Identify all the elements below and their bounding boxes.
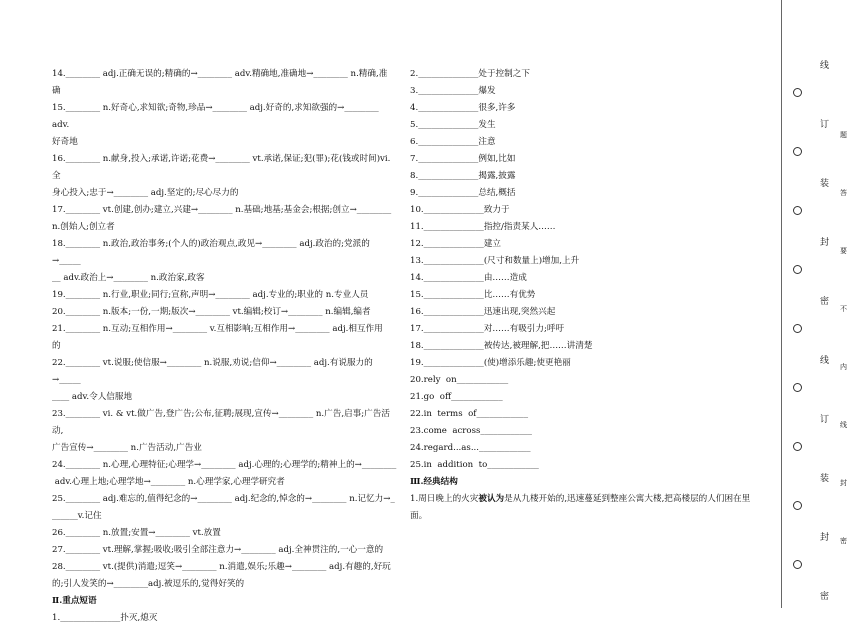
- phrase-line: 2.______________处于控制之下: [410, 69, 530, 79]
- section-heading-structures: Ⅲ.经典结构: [410, 477, 458, 487]
- margin-note-char: 题: [840, 131, 847, 139]
- vocab-line: 25.________ adj.难忘的,值得纪念的→________ adj.纪念的,悼念的→________ n.记忆力→_: [52, 494, 395, 504]
- margin-note-char: 线: [840, 421, 847, 429]
- vocab-line: 20.________ n.版本;一份,一期;版次→________ vt.编辑;校订→________ n.编辑,编者: [52, 307, 371, 317]
- right-column: [410, 66, 770, 525]
- binding-char: 密: [820, 592, 830, 602]
- binding-hole-icon: [793, 147, 802, 156]
- phrase-line: 21.go off____________: [410, 392, 503, 402]
- phrase-line: 12.______________建立: [410, 239, 502, 249]
- binding-line: [781, 0, 782, 608]
- margin-note-char: 内: [840, 363, 847, 371]
- binding-hole-icon: [793, 324, 802, 333]
- binding-margin: [790, 0, 847, 608]
- phrase-line: 5.______________发生: [410, 120, 496, 130]
- vocab-list: [52, 66, 397, 593]
- vocab-line: 18.________ n.政治,政治事务;(个人的)政治观点,政见→________ adj.政治的;党派的→_____: [52, 239, 370, 266]
- phrase-line: 18.______________被传达,被理解,把……讲清楚: [410, 341, 593, 351]
- vocab-line: 14.________ adj.正确无误的;精确的→________ adv.精确地,准确地→________ n.精确,准: [52, 69, 388, 79]
- vocab-line: 16.________ n.献身,投入;承诺,许诺;花费→________ vt.承诺,保证;犯(罪);花(钱或时间)vi.全: [52, 154, 391, 181]
- binding-hole-icon: [793, 501, 802, 510]
- vocab-line: 24.________ n.心理,心理特征;心理学→________ adj.心理的;心理学的;精神上的→________: [52, 460, 397, 470]
- binding-char: 线: [820, 61, 830, 71]
- binding-char: 封: [820, 238, 830, 248]
- phrase-line: 1.______________扑灭,熄灭: [52, 613, 158, 623]
- vocab-line: 23.________ vi. & vt.做广告,登广告;公布,征聘;展现,宣传→________ n.广告,启事;广告活动,: [52, 409, 390, 436]
- vocab-line: 27.________ vt.理解,掌握;吸收;吸引全部注意力→________ adj.全神贯注的,一心一意的: [52, 545, 384, 555]
- phrase-line: 23.come across____________: [410, 426, 532, 436]
- vocab-line: 19.________ n.行业,职业;同行;宣称,声明→________ adj.专业的;职业的 n.专业人员: [52, 290, 369, 300]
- phrase-list-right: [410, 66, 770, 474]
- phrase-line: 7.______________例如,比如: [410, 154, 516, 164]
- phrase-line: 6.______________注意: [410, 137, 496, 147]
- vocab-line: 26.________ n.放置;安置→________ vt.放置: [52, 528, 221, 538]
- binding-hole-icon: [793, 383, 802, 392]
- binding-char: 装: [820, 179, 830, 189]
- binding-char: 封: [820, 533, 830, 543]
- phrase-line: 16.______________迅速出现,突然兴起: [410, 307, 556, 317]
- binding-hole-icon: [793, 88, 802, 97]
- binding-hole-icon: [793, 265, 802, 274]
- binding-hole-icon: [793, 442, 802, 451]
- phrase-line: 14.______________由……造成: [410, 273, 527, 283]
- phrase-line: 11.______________指控/指责某人……: [410, 222, 556, 232]
- margin-note-char: 封: [840, 479, 847, 487]
- phrase-list-left: [52, 610, 397, 627]
- phrase-line: 25.in addition to____________: [410, 460, 539, 470]
- phrase-line: 3.______________爆发: [410, 86, 496, 96]
- binding-char: 密: [820, 297, 830, 307]
- vocab-line: __ adv.政治上→________ n.政治家,政客: [52, 273, 205, 283]
- phrase-line: 8.______________揭露,披露: [410, 171, 516, 181]
- vocab-line: 广告宣传→________ n.广告活动,广告业: [52, 443, 202, 453]
- section-heading-phrases: Ⅱ.重点短语: [52, 596, 97, 606]
- vocab-line: ______v.记住: [52, 511, 102, 521]
- vocab-line: 15.________ n.好奇心,求知欲;奇物,珍品→________ adj.好奇的,求知欲强的→________ adv.: [52, 103, 382, 130]
- phrase-line: 15.______________比……有优势: [410, 290, 536, 300]
- vocab-line: 的;引人发笑的→________adj.被逗乐的,觉得好笑的: [52, 579, 245, 589]
- vocab-line: ____ adv.令人信服地: [52, 392, 133, 402]
- binding-char: 订: [820, 415, 830, 425]
- vocab-line: 17.________ vt.创建,创办;建立,兴建→________ n.基础;地基;基金会;根据;创立→________: [52, 205, 392, 215]
- vocab-line: 28.________ vt.(提供)消遣;逗笑→________ n.消遣,娱乐;乐趣→________ adj.有趣的,好玩: [52, 562, 391, 572]
- vocab-line: n.创始人;创立者: [52, 222, 115, 232]
- vocab-line: 21.________ n.互动;互相作用→________ v.互相影响;互相作用→________ adj.相互作用: [52, 324, 383, 334]
- phrase-line: 20.rely on____________: [410, 375, 509, 385]
- binding-hole-icon: [793, 560, 802, 569]
- margin-note-char: 答: [840, 189, 847, 197]
- structure-sentence: 1.周日晚上的火灾被认为是从九楼开始的,迅速蔓延到整座公寓大楼,把高楼层的人们困在里: [410, 494, 751, 504]
- phrase-line: 10.______________致力于: [410, 205, 510, 215]
- phrase-line: 17.______________对……有吸引力;呼吁: [410, 324, 565, 334]
- phrase-line: 4.______________很多,许多: [410, 103, 516, 113]
- vocab-line: 的: [52, 341, 61, 351]
- left-column: [52, 66, 397, 627]
- phrase-line: 13.______________(尺寸和数量上)增加,上升: [410, 256, 580, 266]
- phrase-line: 9.______________总结,概括: [410, 188, 516, 198]
- vocab-line: 22.________ vt.说服;使信服→________ n.说服,劝说;信仰→________ adj.有说服力的→_____: [52, 358, 373, 385]
- phrase-line: 24.regard...as...____________: [410, 443, 531, 453]
- margin-note-char: 要: [840, 247, 847, 255]
- binding-hole-icon: [793, 206, 802, 215]
- binding-char: 线: [820, 356, 830, 366]
- phrase-line: 22.in terms of____________: [410, 409, 529, 419]
- margin-note-char: 密: [840, 537, 847, 545]
- vocab-line: 身心投入;忠于→________ adj.坚定的;尽心尽力的: [52, 188, 239, 198]
- vocab-line: 好奇地: [52, 137, 78, 147]
- vocab-line: 确: [52, 86, 61, 96]
- phrase-line: 19.______________(使)增添乐趣;使更艳丽: [410, 358, 571, 368]
- binding-char: 订: [820, 120, 830, 130]
- margin-note-char: 不: [840, 305, 847, 313]
- vocab-line: adv.心理上地;心理学地→________ n.心理学家,心理学研究者: [52, 477, 285, 487]
- binding-char: 装: [820, 474, 830, 484]
- structure-sentence-cont: 面。: [410, 511, 428, 521]
